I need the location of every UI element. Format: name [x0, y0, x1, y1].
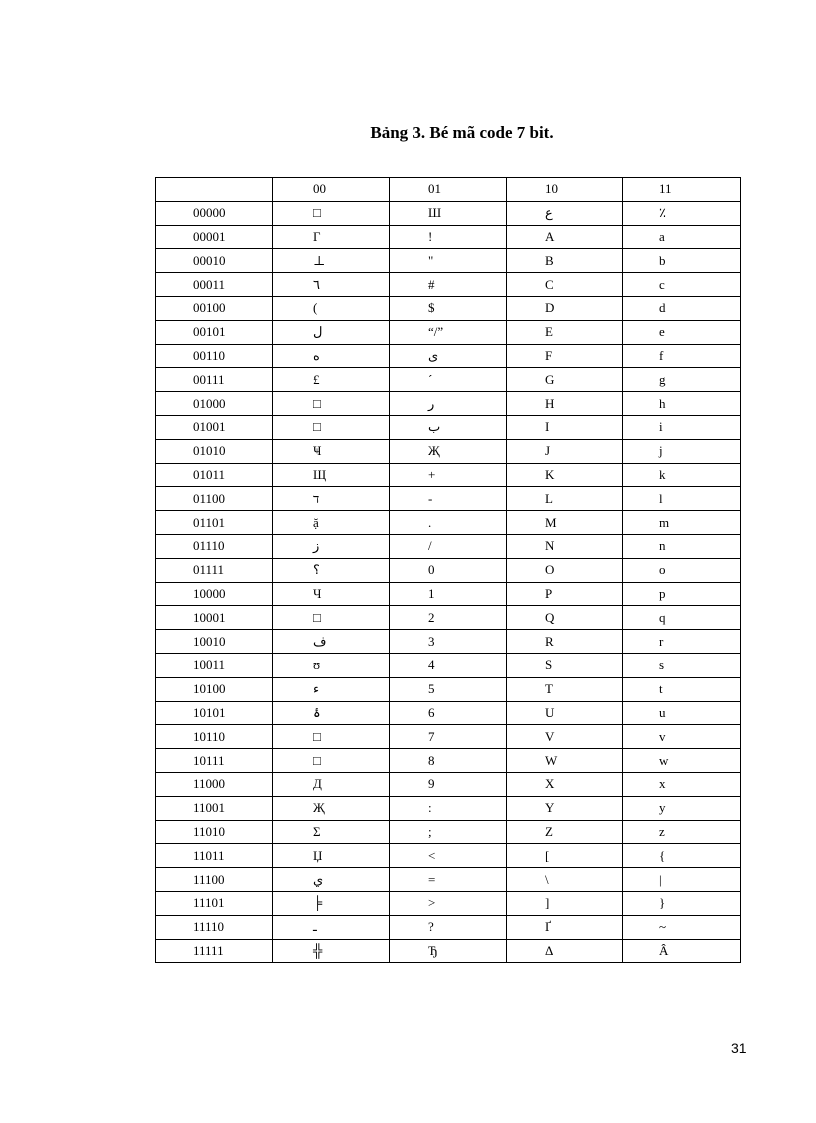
char-cell: o: [623, 558, 741, 582]
char-cell: Џ: [273, 844, 390, 868]
char-cell: £: [273, 368, 390, 392]
char-cell: ʊ: [273, 653, 390, 677]
row-code-cell: 10000: [156, 582, 273, 606]
row-code-cell: 01011: [156, 463, 273, 487]
table-row: [156, 249, 741, 273]
char-cell: ٦: [273, 273, 390, 297]
char-cell: 3: [390, 630, 507, 654]
char-cell: 2: [390, 606, 507, 630]
char-cell: ╞: [273, 891, 390, 915]
char-cell: ٪: [623, 201, 741, 225]
char-cell: !: [390, 225, 507, 249]
char-cell: >: [390, 891, 507, 915]
table-row: [156, 415, 741, 439]
char-cell: ]: [507, 891, 623, 915]
char-cell: S: [507, 653, 623, 677]
page-title: Bảng 3. Bé mã code 7 bit.: [370, 123, 554, 142]
char-cell: q: [623, 606, 741, 630]
char-cell: Ҹ: [273, 439, 390, 463]
char-cell: ي: [273, 868, 390, 892]
row-code-cell: 11011: [156, 844, 273, 868]
row-code-cell: [156, 178, 273, 202]
table-row: [156, 701, 741, 725]
char-cell: A: [507, 225, 623, 249]
char-cell: Җ: [390, 439, 507, 463]
row-code-cell: 00111: [156, 368, 273, 392]
table-header-row: [156, 178, 741, 202]
char-cell: J: [507, 439, 623, 463]
char-cell: Q: [507, 606, 623, 630]
row-code-cell: 11001: [156, 796, 273, 820]
char-cell: Д: [273, 772, 390, 796]
char-cell: □: [273, 392, 390, 416]
char-cell: □: [273, 749, 390, 773]
char-cell: p: [623, 582, 741, 606]
char-cell: □: [273, 201, 390, 225]
row-code-cell: 10101: [156, 701, 273, 725]
char-cell: /: [390, 534, 507, 558]
char-cell: □: [273, 606, 390, 630]
char-cell: -: [390, 487, 507, 511]
char-cell: }: [623, 891, 741, 915]
table-row: [156, 677, 741, 701]
char-cell: ?: [390, 915, 507, 939]
row-code-cell: 00101: [156, 320, 273, 344]
char-cell: 00: [273, 178, 390, 202]
char-cell: a: [623, 225, 741, 249]
table-row: [156, 749, 741, 773]
char-cell: h: [623, 392, 741, 416]
table-row: [156, 558, 741, 582]
char-cell: Γ: [273, 225, 390, 249]
char-cell: 1: [390, 582, 507, 606]
row-code-cell: 01111: [156, 558, 273, 582]
char-cell: K: [507, 463, 623, 487]
char-cell: R: [507, 630, 623, 654]
char-cell: Щ: [273, 463, 390, 487]
table-row: [156, 273, 741, 297]
char-cell: m: [623, 511, 741, 535]
char-cell: j: [623, 439, 741, 463]
char-cell: ´: [390, 368, 507, 392]
char-cell: c: [623, 273, 741, 297]
table-row: [156, 891, 741, 915]
char-cell: ع: [507, 201, 623, 225]
row-code-cell: 01100: [156, 487, 273, 511]
row-code-cell: 10011: [156, 653, 273, 677]
char-cell: D: [507, 296, 623, 320]
char-cell: k: [623, 463, 741, 487]
char-cell: 4: [390, 653, 507, 677]
table-row: [156, 796, 741, 820]
table-row: [156, 534, 741, 558]
row-code-cell: 00011: [156, 273, 273, 297]
row-code-cell: 11010: [156, 820, 273, 844]
char-cell: 6: [390, 701, 507, 725]
table-row: [156, 653, 741, 677]
table-row: [156, 915, 741, 939]
row-code-cell: 10100: [156, 677, 273, 701]
char-cell: {: [623, 844, 741, 868]
row-code-cell: 01000: [156, 392, 273, 416]
char-cell: N: [507, 534, 623, 558]
char-cell: t: [623, 677, 741, 701]
table-row: [156, 463, 741, 487]
char-cell: r: [623, 630, 741, 654]
char-cell: □: [273, 725, 390, 749]
char-cell: y: [623, 796, 741, 820]
table-row: [156, 772, 741, 796]
row-code-cell: 01010: [156, 439, 273, 463]
char-cell: F: [507, 344, 623, 368]
table-row: [156, 582, 741, 606]
char-cell: Â: [623, 939, 741, 963]
char-cell: ": [390, 249, 507, 273]
table-row: [156, 844, 741, 868]
row-code-cell: 01110: [156, 534, 273, 558]
char-cell: +: [390, 463, 507, 487]
char-cell: ặ: [273, 511, 390, 535]
row-code-cell: 01001: [156, 415, 273, 439]
char-cell: :: [390, 796, 507, 820]
row-code-cell: 11101: [156, 891, 273, 915]
char-cell: L: [507, 487, 623, 511]
char-cell: ه: [273, 344, 390, 368]
char-cell: e: [623, 320, 741, 344]
row-code-cell: 00100: [156, 296, 273, 320]
char-cell: 8: [390, 749, 507, 773]
char-cell: ۀ: [273, 701, 390, 725]
table-row: [156, 320, 741, 344]
row-code-cell: 01101: [156, 511, 273, 535]
row-code-cell: 11000: [156, 772, 273, 796]
char-cell: I: [507, 415, 623, 439]
char-cell: x: [623, 772, 741, 796]
char-cell: Ш: [390, 201, 507, 225]
char-cell: ד: [273, 487, 390, 511]
char-cell: H: [507, 392, 623, 416]
char-cell: l: [623, 487, 741, 511]
char-cell: V: [507, 725, 623, 749]
char-cell: G: [507, 368, 623, 392]
row-code-cell: 00000: [156, 201, 273, 225]
table-row: [156, 439, 741, 463]
table-row: [156, 344, 741, 368]
char-cell: Ђ: [390, 939, 507, 963]
char-cell: Ґ: [507, 915, 623, 939]
table-row: [156, 868, 741, 892]
char-cell: n: [623, 534, 741, 558]
table-row: [156, 392, 741, 416]
char-cell: ;: [390, 820, 507, 844]
row-code-cell: 00001: [156, 225, 273, 249]
row-code-cell: 10110: [156, 725, 273, 749]
table-row: [156, 725, 741, 749]
char-cell: □: [273, 415, 390, 439]
char-cell: M: [507, 511, 623, 535]
char-cell: ~: [623, 915, 741, 939]
char-cell: Җ: [273, 796, 390, 820]
row-code-cell: 10010: [156, 630, 273, 654]
char-cell: B: [507, 249, 623, 273]
row-code-cell: 11110: [156, 915, 273, 939]
char-cell: 01: [390, 178, 507, 202]
code-table: [155, 177, 741, 963]
char-cell: P: [507, 582, 623, 606]
char-cell: U: [507, 701, 623, 725]
char-cell: z: [623, 820, 741, 844]
row-code-cell: 00110: [156, 344, 273, 368]
page-number: 31: [731, 1040, 747, 1056]
table-row: [156, 225, 741, 249]
char-cell: u: [623, 701, 741, 725]
char-cell: ى: [390, 344, 507, 368]
char-cell: Ч: [273, 582, 390, 606]
char-cell: #: [390, 273, 507, 297]
char-cell: i: [623, 415, 741, 439]
char-cell: .: [390, 511, 507, 535]
char-cell: <: [390, 844, 507, 868]
table-row: [156, 487, 741, 511]
char-cell: ر: [390, 392, 507, 416]
char-cell: “/”: [390, 320, 507, 344]
char-cell: C: [507, 273, 623, 297]
char-cell: ل: [273, 320, 390, 344]
char-cell: b: [623, 249, 741, 273]
char-cell: Z: [507, 820, 623, 844]
char-cell: W: [507, 749, 623, 773]
table-row: [156, 368, 741, 392]
char-cell: ╬: [273, 939, 390, 963]
char-cell: Y: [507, 796, 623, 820]
char-cell: 9: [390, 772, 507, 796]
char-cell: Δ: [507, 939, 623, 963]
char-cell: s: [623, 653, 741, 677]
table-row: [156, 820, 741, 844]
char-cell: 10: [507, 178, 623, 202]
table-row: [156, 201, 741, 225]
char-cell: [: [507, 844, 623, 868]
char-cell: |: [623, 868, 741, 892]
char-cell: $: [390, 296, 507, 320]
char-cell: 7: [390, 725, 507, 749]
row-code-cell: 10001: [156, 606, 273, 630]
row-code-cell: 11111: [156, 939, 273, 963]
char-cell: =: [390, 868, 507, 892]
char-cell: ـ: [273, 915, 390, 939]
table-row: [156, 606, 741, 630]
char-cell: g: [623, 368, 741, 392]
table-row: [156, 296, 741, 320]
char-cell: E: [507, 320, 623, 344]
char-cell: (: [273, 296, 390, 320]
char-cell: O: [507, 558, 623, 582]
char-cell: ب: [390, 415, 507, 439]
char-cell: \: [507, 868, 623, 892]
row-code-cell: 10111: [156, 749, 273, 773]
char-cell: f: [623, 344, 741, 368]
char-cell: w: [623, 749, 741, 773]
char-cell: ء: [273, 677, 390, 701]
char-cell: 11: [623, 178, 741, 202]
char-cell: ف: [273, 630, 390, 654]
char-cell: v: [623, 725, 741, 749]
char-cell: ز: [273, 534, 390, 558]
char-cell: 0: [390, 558, 507, 582]
row-code-cell: 00010: [156, 249, 273, 273]
table-row: [156, 511, 741, 535]
char-cell: X: [507, 772, 623, 796]
table-row: [156, 939, 741, 963]
char-cell: T: [507, 677, 623, 701]
char-cell: ؟: [273, 558, 390, 582]
char-cell: Σ: [273, 820, 390, 844]
char-cell: d: [623, 296, 741, 320]
char-cell: 5: [390, 677, 507, 701]
char-cell: ⊥: [273, 249, 390, 273]
row-code-cell: 11100: [156, 868, 273, 892]
table-row: [156, 630, 741, 654]
